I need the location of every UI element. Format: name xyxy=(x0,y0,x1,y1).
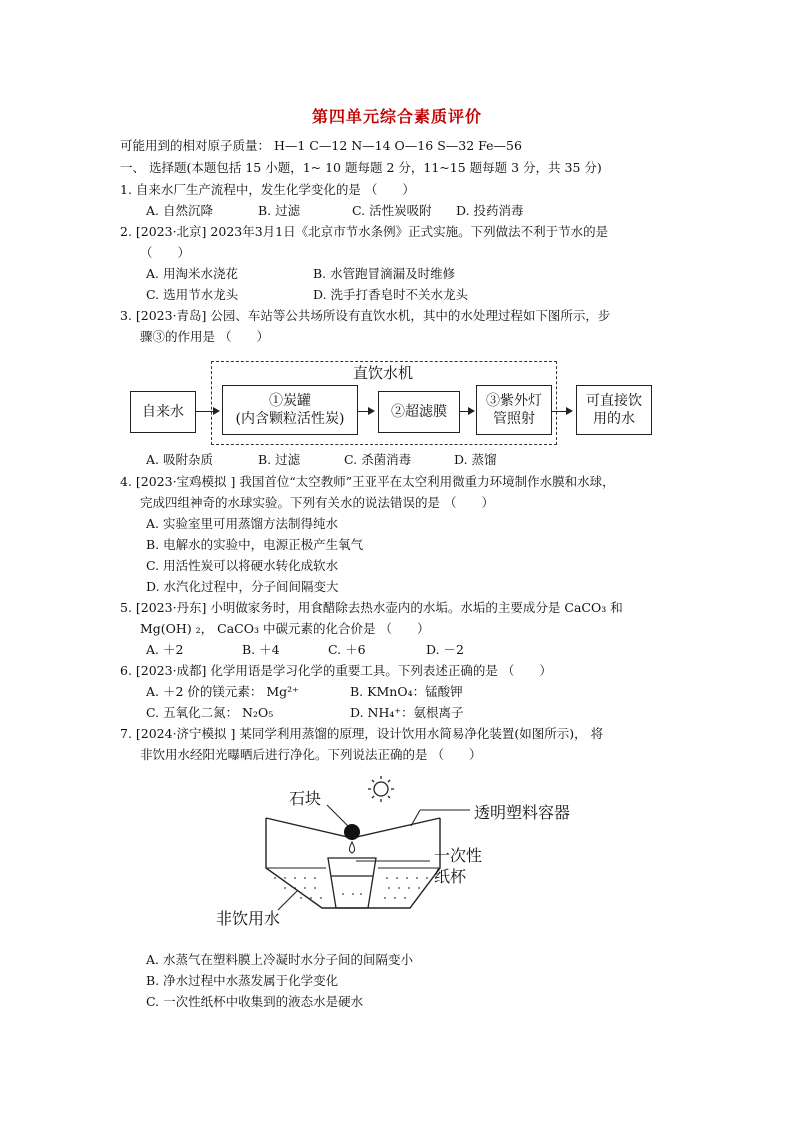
option-c: C. 选用节水龙头 xyxy=(146,287,239,302)
option-c: C. ＋6 xyxy=(328,642,366,657)
question-4-option-d: D. 水汽化过程中，分子间间隔变大 xyxy=(146,579,339,594)
option-a: A. ＋2 xyxy=(146,642,184,657)
cup-label-cont: 纸杯 xyxy=(434,867,467,886)
option-d: D. NH₄⁺：氨根离子 xyxy=(350,705,464,720)
section-heading: 一、 选择题(本题包括 15 小题，1~ 10 题每题 2 分，11~15 题每题 3 分，共 35 分) xyxy=(120,160,602,175)
option-d: D. 洗手打香皂时不关水龙头 xyxy=(313,287,469,302)
option-a: A. 用淘米水浇花 xyxy=(146,266,238,281)
option-b: B. 过滤 xyxy=(258,452,301,467)
carbon-tank-label: ①炭罐 xyxy=(269,393,311,409)
option-c: C. 杀菌消毒 xyxy=(344,452,412,467)
option-b: B. KMnO₄：锰酸钾 xyxy=(350,684,463,699)
option-a: A. ＋2 价的镁元素： Mg²⁺ xyxy=(146,684,299,699)
question-4-option-c: C. 用活性炭可以将硬水转化成软水 xyxy=(146,558,339,573)
question-6-stem: 6. [2023·成都] 化学用语是学习化学的重要工具。下列表述正确的是 （ ） xyxy=(120,663,552,678)
uv-lamp-label: ③紫外灯 xyxy=(486,393,542,409)
question-3-stem-cont: 骤③的作用是 （ ） xyxy=(140,329,269,344)
tap-water-label: 自来水 xyxy=(142,404,184,420)
option-b: B. 水管跑冒滴漏及时维修 xyxy=(313,266,456,281)
question-4-stem: 4. [2023·宝鸡模拟 ] 我国首位“太空教师”王亚平在太空利用微重力环境制作水膜和水球， xyxy=(120,474,615,489)
cup-label: 一次性 xyxy=(434,846,483,865)
sun-icon xyxy=(368,776,394,802)
option-d: D. 投药消毒 xyxy=(456,203,524,218)
option-c: C. 活性炭吸附 xyxy=(352,203,432,218)
option-a: A. 吸附杂质 xyxy=(146,452,213,467)
question-7-option-b: B. 净水过程中水蒸发属于化学变化 xyxy=(146,973,339,988)
uv-lamp-label-cont: 管照射 xyxy=(493,411,535,427)
question-4-option-a: A. 实验室里可用蒸馏方法制得纯水 xyxy=(146,516,338,531)
water-drop xyxy=(349,842,354,853)
question-5-stem: 5. [2023·丹东] 小明做家务时，用食醋除去热水壶内的水垢。水垢的主要成分是 CaCO₃ 和 xyxy=(120,600,623,615)
water-level xyxy=(266,868,440,898)
carbon-tank-note: (内含颗粒活性炭) xyxy=(235,411,345,427)
water-label: 非饮用水 xyxy=(216,909,281,928)
drinkable-water-label-cont: 用的水 xyxy=(593,411,635,427)
option-d: D. －2 xyxy=(426,642,464,657)
option-d: D. 蒸馏 xyxy=(454,452,497,467)
question-4-option-b: B. 电解水的实验中，电源正极产生氧气 xyxy=(146,537,364,552)
stone-label: 石块 xyxy=(289,789,322,808)
stone xyxy=(344,824,360,840)
option-c: C. 五氧化二氮： N₂O₅ xyxy=(146,705,274,720)
question-7-stem-cont: 非饮用水经阳光曝晒后进行净化。下列说法正确的是 （ ） xyxy=(140,747,482,762)
page-title: 第四单元综合素质评价 xyxy=(311,107,482,126)
question-7-option-a: A. 水蒸气在塑料膜上冷凝时水分子间的间隔变小 xyxy=(146,952,413,967)
question-5-stem-cont: Mg(OH) ₂， CaCO₃ 中碳元素的化合价是 （ ） xyxy=(140,621,430,636)
option-b: B. ＋4 xyxy=(242,642,280,657)
question-4-stem-cont: 完成四组神奇的水球实验。下列有关水的说法错误的是 （ ） xyxy=(140,495,494,510)
question-7-stem: 7. [2024·济宁模拟 ] 某同学利用蒸馏的原理，设计饮用水简易净化装置(如图所示)， 将 xyxy=(120,726,604,741)
drinkable-water-label: 可直接饮 xyxy=(586,393,642,409)
question-3-stem: 3. [2023·青岛] 公园、车站等公共场所设有直饮水机，其中的水处理过程如下图所示，步 xyxy=(120,308,611,323)
paper-cup xyxy=(328,858,376,908)
option-a: A. 自然沉降 xyxy=(146,203,213,218)
question-7-option-c: C. 一次性纸杯中收集到的液态水是硬水 xyxy=(146,994,364,1009)
ultrafiltration-label: ②超滤膜 xyxy=(391,404,447,420)
question-1-stem: 1. 自来水厂生产流程中，发生化学变化的是 （ ） xyxy=(120,182,415,197)
atomic-mass-line: 可能用到的相对原子质量： H—1 C—12 N—14 O—16 S—32 Fe—56 xyxy=(120,138,522,153)
question-2-stem: 2. [2023·北京] 2023年3月1日《北京市节水条例》正式实施。下列做法不利于节水的是 xyxy=(120,224,609,239)
question-2-stem-cont: （ ） xyxy=(140,245,191,260)
container-label: 透明塑料容器 xyxy=(474,803,571,822)
option-b: B. 过滤 xyxy=(258,203,301,218)
machine-label: 直饮水机 xyxy=(352,364,413,382)
